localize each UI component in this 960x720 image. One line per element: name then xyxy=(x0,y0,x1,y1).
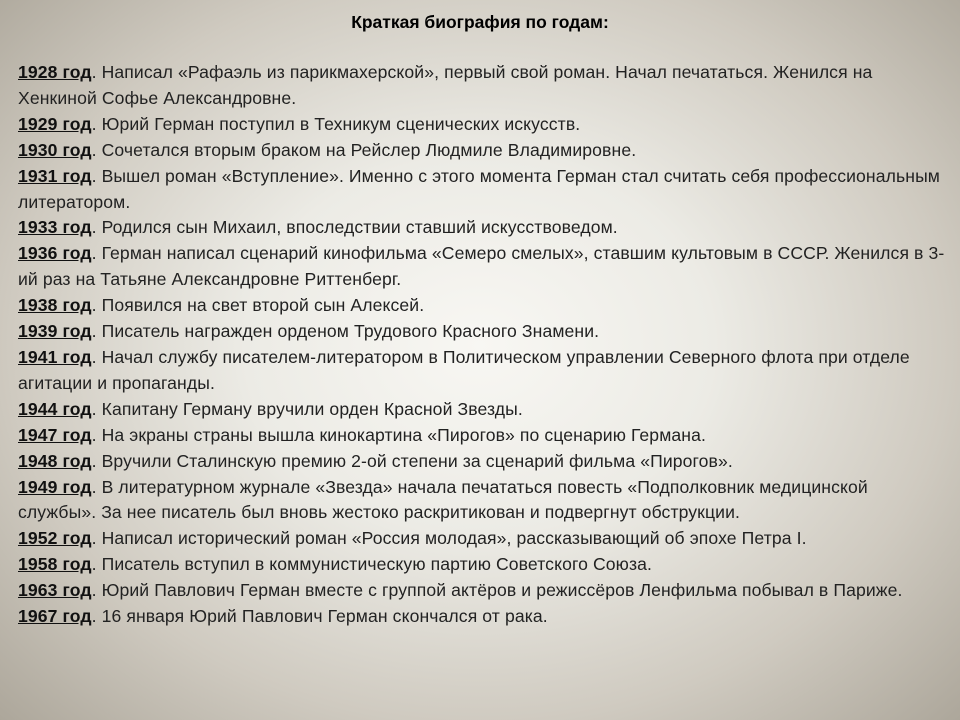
entry-text: Вышел роман «Вступление». Именно с этого момента Герман стал считать себя профессиональным литератором. xyxy=(18,165,941,212)
entry-text: 16 января Юрий Павлович Герман скончался от рака. xyxy=(101,606,548,627)
entry-text: Написал исторический роман «Россия молодая», рассказывающий об эпохе Петра I. xyxy=(101,528,807,549)
biography-entry xyxy=(18,604,948,630)
biography-entry xyxy=(18,293,948,319)
entry-year: 1938 год xyxy=(18,295,92,316)
entry-year: 1933 год xyxy=(18,217,92,238)
biography-entry xyxy=(18,60,948,112)
entry-year: 1948 год xyxy=(18,450,92,471)
entry-year: 1928 год xyxy=(18,62,92,82)
entry-separator: . xyxy=(91,450,102,471)
entry-separator: . xyxy=(91,243,102,264)
entry-year: 1944 год xyxy=(18,398,92,419)
entry-text: Юрий Герман поступил в Техникум сценических искусств. xyxy=(101,113,581,134)
biography-entry xyxy=(18,112,948,138)
entry-separator: . xyxy=(91,139,102,160)
entry-separator: . xyxy=(91,321,102,342)
biography-entry xyxy=(18,138,948,164)
biography-entry xyxy=(18,449,948,475)
entry-text: Юрий Павлович Герман вместе с группой актёров и режиссёров Ленфильма побывал в Париже. xyxy=(101,580,903,601)
entry-separator: . xyxy=(91,606,102,627)
entry-year: 1930 год xyxy=(18,139,92,160)
entry-year: 1947 год xyxy=(18,424,92,445)
entry-separator: . xyxy=(91,476,102,497)
biography-entry xyxy=(18,578,948,604)
entry-text: Начал службу писателем-литератором в Политическом управлении Северного флота при отделе агитации и пропаганды. xyxy=(18,346,910,393)
entry-separator: . xyxy=(91,346,102,367)
biography-entry xyxy=(18,475,948,527)
biography-entry xyxy=(18,241,948,293)
entry-text: В литературном журнале «Звезда» начала печататься повесть «Подполковник медицинской службы». За нее писатель был вновь жестоко раскритикован и подвергнут обструкции. xyxy=(18,476,868,523)
entry-year: 1963 год xyxy=(18,580,92,601)
entry-text: Писатель награжден орденом Трудового Красного Знамени. xyxy=(101,321,600,342)
entry-text: Капитану Герману вручили орден Красной Звезды. xyxy=(101,398,523,419)
entry-separator: . xyxy=(91,398,102,419)
biography-entry xyxy=(18,319,948,345)
biography-entry xyxy=(18,552,948,578)
biography-entry xyxy=(18,164,948,216)
biography-entry xyxy=(18,526,948,552)
biography-list xyxy=(18,60,948,630)
biography-entry xyxy=(18,215,948,241)
slide-title: Краткая биография по годам: xyxy=(351,12,609,32)
entry-separator: . xyxy=(91,424,102,445)
entry-separator: . xyxy=(91,528,102,549)
entry-separator: . xyxy=(91,580,102,601)
entry-year: 1952 год xyxy=(18,528,92,549)
entry-text: Сочетался вторым браком на Рейслер Людмиле Владимировне. xyxy=(101,139,637,160)
entry-text: Родился сын Михаил, впоследствии ставший искусствоведом. xyxy=(101,217,618,238)
entry-year: 1958 год xyxy=(18,554,92,575)
entry-year: 1939 год xyxy=(18,321,92,342)
entry-separator: . xyxy=(91,113,102,134)
entry-year: 1936 год xyxy=(18,243,92,264)
entry-separator: . xyxy=(91,295,102,316)
entry-text: Вручили Сталинскую премию 2-ой степени за сценарий фильма «Пирогов». xyxy=(101,450,733,471)
entry-text: Появился на свет второй сын Алексей. xyxy=(101,295,425,316)
biography-entry xyxy=(18,397,948,423)
entry-text: На экраны страны вышла кинокартина «Пирогов» по сценарию Германа. xyxy=(101,424,706,445)
entry-text: Написал «Рафаэль из парикмахерской», первый свой роман. Начал печататься. Женился на Хенкиной Софье Александровне. xyxy=(18,62,873,108)
entry-year: 1931 год xyxy=(18,165,92,186)
entry-year: 1949 год xyxy=(18,476,92,497)
entry-separator: . xyxy=(91,217,102,238)
entry-year: 1967 год xyxy=(18,606,92,627)
entry-separator: . xyxy=(91,165,102,186)
biography-entry xyxy=(18,423,948,449)
biography-entry xyxy=(18,345,948,397)
entry-separator: . xyxy=(91,554,102,575)
entry-year: 1929 год xyxy=(18,113,92,134)
entry-text: Герман написал сценарий кинофильма «Семеро смелых», ставшим культовым в СССР. Женился в 3-ий раз на Татьяне Александровне Риттенберг. xyxy=(18,243,945,290)
entry-year: 1941 год xyxy=(18,346,92,367)
entry-text: Писатель вступил в коммунистическую партию Советского Союза. xyxy=(101,554,652,575)
entry-separator: . xyxy=(91,62,102,82)
